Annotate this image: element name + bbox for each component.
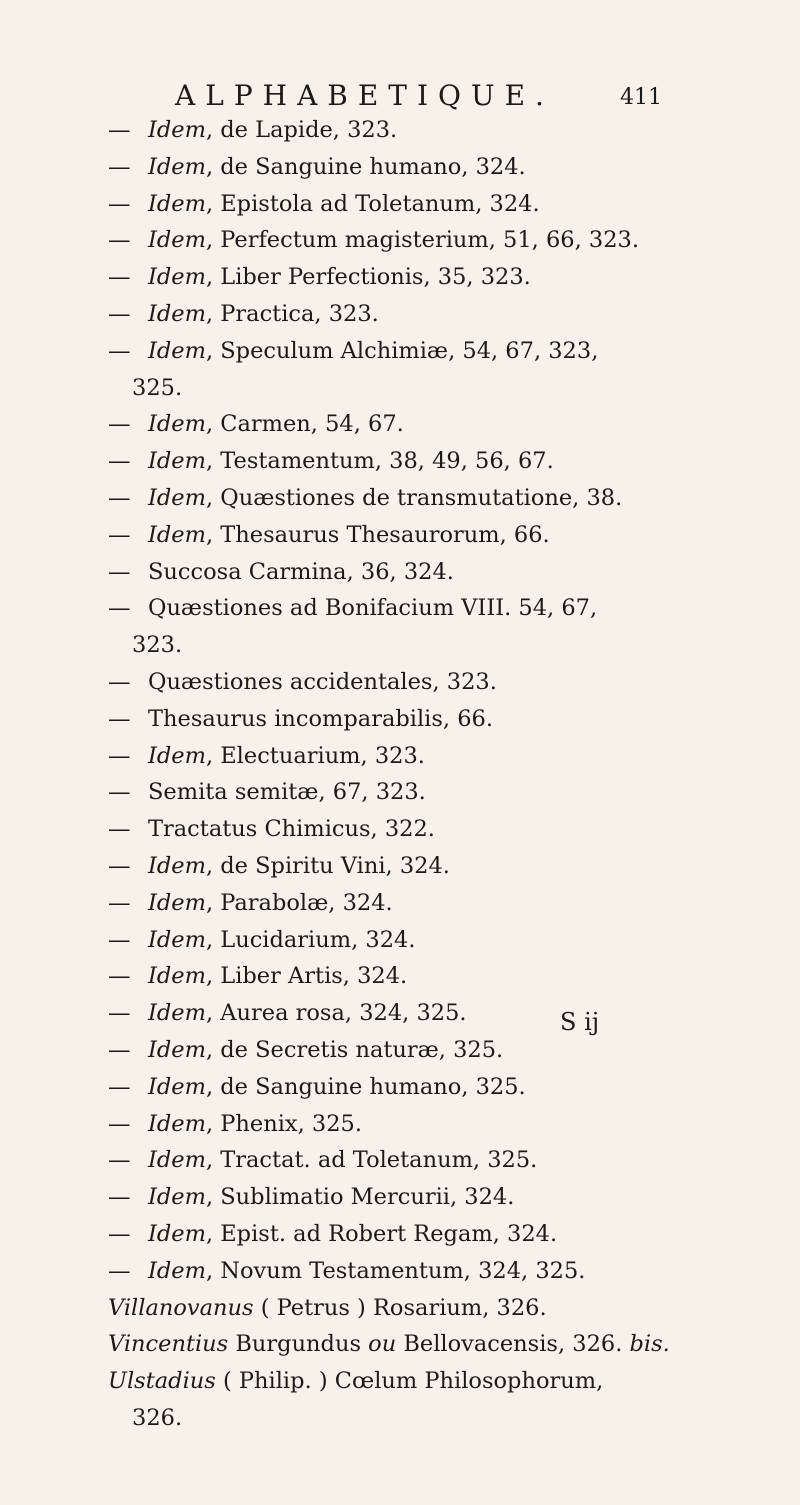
entry-author: Idem [148, 227, 206, 254]
entry-dash: — [108, 779, 131, 806]
index-entry [108, 1142, 788, 1179]
index-entry [108, 149, 788, 186]
entry-author: Idem [148, 190, 206, 217]
entry-text: , Lucidarium, 324. [205, 926, 416, 953]
entry-dash: — [108, 1184, 131, 1211]
running-head: ALPHABETIQUE. [175, 79, 554, 112]
entry-author: Idem [148, 1257, 206, 1284]
entry-author: Ulstadius [108, 1368, 216, 1395]
entry-text: 326. [132, 1404, 183, 1431]
entry-author: Idem [148, 963, 206, 990]
entry-text: , Perfectum magisterium, 51, 66, 323. [205, 227, 640, 254]
entry-dash: — [108, 337, 131, 364]
index-entries [108, 112, 788, 1437]
index-entry [108, 1106, 788, 1143]
index-entry [108, 848, 788, 885]
entry-text: Semita semitæ, 67, 323. [148, 779, 426, 806]
entry-author: Idem [148, 1110, 206, 1137]
entry-text: , Sublimatio Mercurii, 324. [205, 1184, 515, 1211]
entry-text: , de Sanguine humano, 325. [205, 1073, 526, 1100]
entry-dash: — [108, 264, 131, 291]
entry-author: Idem [148, 153, 206, 180]
index-entry [108, 517, 788, 554]
entry-italic-word: bis. [629, 1331, 670, 1358]
entry-text: , Practica, 323. [205, 300, 379, 327]
index-entry [108, 333, 788, 370]
index-entry [108, 296, 788, 333]
entry-author: Idem [148, 1073, 206, 1100]
entry-text: Succosa Carmina, 36, 324. [148, 558, 454, 585]
entry-author: Idem [148, 852, 206, 879]
index-entry [108, 443, 788, 480]
entry-text: Thesaurus incomparabilis, 66. [148, 705, 493, 732]
entry-dash: — [108, 595, 131, 622]
index-entry [108, 1326, 788, 1363]
index-entry [108, 774, 788, 811]
entry-dash: — [108, 816, 131, 843]
entry-author: Idem [148, 117, 206, 143]
entry-author: Idem [148, 264, 206, 291]
entry-text: , de Sanguine humano, 324. [205, 153, 526, 180]
entry-dash: — [108, 1147, 131, 1174]
entry-text: , Liber Perfectionis, 35, 323. [205, 264, 531, 291]
entry-text: ( Petrus ) Rosarium, 326. [253, 1294, 547, 1321]
entry-text: , de Secretis naturæ, 325. [205, 1036, 504, 1063]
entry-dash: — [108, 889, 131, 916]
entry-dash: — [108, 190, 131, 217]
index-entry [108, 738, 788, 775]
entry-dash: — [108, 411, 131, 438]
entry-author: Idem [148, 448, 206, 475]
index-entry-continuation [108, 370, 788, 407]
index-entry [108, 554, 788, 591]
entry-author: Idem [148, 411, 206, 438]
entry-text: Bellovacensis, 326. [396, 1331, 630, 1358]
entry-dash: — [108, 668, 131, 695]
entry-dash: — [108, 558, 131, 585]
entry-text: , Novum Testamentum, 324, 325. [205, 1257, 586, 1284]
index-entry [108, 701, 788, 738]
entry-author: Villanovanus [108, 1294, 254, 1321]
index-entry [108, 590, 788, 627]
entry-text: , Carmen, 54, 67. [205, 411, 404, 438]
entry-text: Tractatus Chimicus, 322. [148, 816, 435, 843]
index-entry [108, 958, 788, 995]
index-entry [108, 480, 788, 517]
entry-author: Idem [148, 337, 206, 364]
entry-dash: — [108, 1257, 131, 1284]
entry-dash: — [108, 1220, 131, 1247]
entry-text: , Testamentum, 38, 49, 56, 67. [205, 448, 554, 475]
entry-author: Idem [148, 1147, 206, 1174]
entry-dash: — [108, 117, 131, 143]
entry-text: , Electuarium, 323. [205, 742, 425, 769]
entry-text: , Speculum Alchimiæ, 54, 67, 323, [205, 337, 599, 364]
entry-author: Idem [148, 742, 206, 769]
entry-author: Idem [148, 521, 206, 548]
page-number: 411 [620, 85, 662, 110]
entry-dash: — [108, 926, 131, 953]
entry-text: , Aurea rosa, 324, 325. [205, 1000, 467, 1027]
entry-italic-word: ou [368, 1331, 397, 1358]
index-entry [108, 811, 788, 848]
entry-dash: — [108, 227, 131, 254]
entry-author: Idem [148, 1220, 206, 1247]
entry-dash: — [108, 484, 131, 511]
index-entry [108, 1179, 788, 1216]
index-entry [108, 259, 788, 296]
entry-author: Vincentius [108, 1331, 229, 1358]
entry-text: , de Lapide, 323. [205, 117, 398, 143]
entry-author: Idem [148, 1000, 206, 1027]
index-entry [108, 1290, 788, 1327]
index-entry [108, 222, 788, 259]
entry-author: Idem [148, 1184, 206, 1211]
entry-dash: — [108, 1073, 131, 1100]
entry-dash: — [108, 1036, 131, 1063]
catchword: S ij [560, 1008, 600, 1036]
entry-text: , Epistola ad Toletanum, 324. [205, 190, 540, 217]
entry-dash: — [108, 300, 131, 327]
index-entry [108, 664, 788, 701]
entry-text: 325. [132, 374, 183, 401]
entry-dash: — [108, 705, 131, 732]
entry-dash: — [108, 1110, 131, 1137]
entry-text: 323. [132, 632, 183, 659]
entry-author: Idem [148, 484, 206, 511]
entry-author: Idem [148, 1036, 206, 1063]
entry-dash: — [108, 521, 131, 548]
entry-dash: — [108, 963, 131, 990]
entry-dash: — [108, 1000, 131, 1027]
index-entry [108, 406, 788, 443]
index-entry [108, 885, 788, 922]
entry-dash: — [108, 852, 131, 879]
entry-text: Quæstiones accidentales, 323. [148, 668, 497, 695]
entry-dash: — [108, 742, 131, 769]
entry-text: Burgundus [228, 1331, 369, 1358]
entry-text: , Phenix, 325. [205, 1110, 362, 1137]
index-entry [108, 112, 788, 149]
entry-text: ( Philip. ) Cœlum Philosophorum, [215, 1368, 604, 1395]
entry-text: , Liber Artis, 324. [205, 963, 408, 990]
index-entry-continuation [108, 627, 788, 664]
index-entry [108, 995, 788, 1032]
index-entry [108, 1069, 788, 1106]
entry-dash: — [108, 448, 131, 475]
index-entry [108, 1363, 788, 1400]
entry-text: , Tractat. ad Toletanum, 325. [205, 1147, 538, 1174]
index-entry [108, 922, 788, 959]
entry-text: Quæstiones ad Bonifacium VIII. 54, 67, [148, 595, 598, 622]
index-entry-continuation [108, 1400, 788, 1437]
index-entry [108, 1253, 788, 1290]
entry-dash: — [108, 153, 131, 180]
index-entry [108, 1216, 788, 1253]
index-entry [108, 1032, 788, 1069]
index-entry [108, 186, 788, 223]
entry-author: Idem [148, 300, 206, 327]
entry-text: , de Spiritu Vini, 324. [205, 852, 450, 879]
entry-text: , Thesaurus Thesaurorum, 66. [205, 521, 550, 548]
entry-text: , Quæstiones de transmutatione, 38. [205, 484, 623, 511]
entry-author: Idem [148, 926, 206, 953]
entry-text: , Parabolæ, 324. [205, 889, 393, 916]
entry-text: , Epist. ad Robert Regam, 324. [205, 1220, 558, 1247]
entry-author: Idem [148, 889, 206, 916]
